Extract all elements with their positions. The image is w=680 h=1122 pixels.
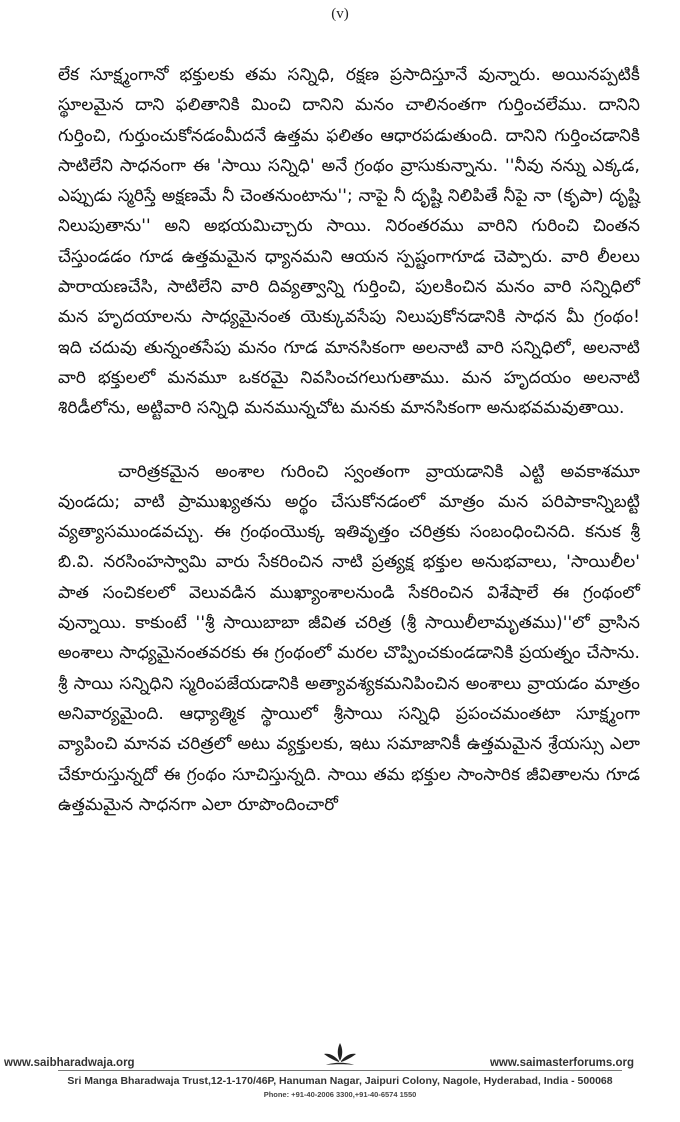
paragraph-1: లేక సూక్ష్మంగానో భక్తులకు తమ సన్నిధి, రక్షణ ప్రసాదిస్తూనే వున్నారు. అయినప్పటికీ స్థూలమైన దాని ఫలితానికి మించి దానిని మనం చాలినంతగా గుర్తించలేము. దానిని గుర్తించి, గుర్తుంచుకోనడంమీదనే ఉత్తమ ఫలితం ఆధారపడుతుంది. దానిని గుర్తించడానికి సాటిలేని సాధనంగా ఈ 'సాయి సన్నిధి' అనే గ్రంథం వ్రాసుకున్నాను. ''నీవు నన్ను ఎక్కడ, ఎప్పుడు స్మరిస్తే అక్షణమే నీ చెంతనుంటాను''; నాపై నీ దృష్టి నిలిపితే నీపై నా (కృపా) దృష్టి నిలుపుతాను'' అని అభయమిచ్చారు సాయి. నిరంతరము వారిని గురించి చింతన చేస్తుండడం గూడ ఉత్తమమైన ధ్యానమని ఆయన స్పష్టంగాగూడ చెప్పారు. వారి లీలలు పారాయణచేసి, సాటిలేని వారి దివ్యత్వాన్ని గుర్తించి, పులకించిన మనం వారి సన్నిధిలో మన హృదయాలను సాధ్యమైనంత యెక్కువసేపు నిలుపుకోనడానికి సాధన మీ గ్రంథం! ఇది చదువు తున్నంతసేపు మనం గూడ మానసికంగా అలనాటి వారి సన్నిధిలో, అలనాటి వారి భక్తులలో మనమూ ఒకరమై నివసించగలుగుతాము. మన హృదయం అలనాటి శిరిడీలోను, అట్టివారి సన్నిధి మనమున్నచోట మనకు మానసికంగా అనుభవమవుతాయి. xyxy=(58,65,640,419)
page-number: (v) xyxy=(331,6,349,22)
footer-divider xyxy=(58,1070,622,1071)
website-link-right[interactable]: www.saimasterforums.org xyxy=(489,1057,634,1069)
paragraph-2: చారిత్రకమైన అంశాల గురించి స్వంతంగా వ్రాయడానికి ఎట్టి అవకాశమూ వుండదు; వాటి ప్రాముఖ్యతను అర్థం చేసుకోనడంలో మాత్రం మన పరిపాకాన్నిబట్టి వ్యత్యాసముండవచ్చు. ఈ గ్రంథంయొక్క ఇతివృత్తం చరిత్రకు సంబంధించినది. కనుక శ్రీ బి.వి. నరసింహస్వామి వారు సేకరించిన నాటి ప్రత్యక్ష భక్తుల అనుభవాలు, 'సాయిలీల' పాత సంచికలలో వెలువడిన ముఖ్యాంశాలనుండి సేకరించిన విశేషాలే ఈ గ్రంథంలో వున్నాయి. కాకుంటే ''శ్రీ సాయిబాబా జీవిత చరిత్ర (శ్రీ సాయిలీలామృతము)''లో వ్రాసిన అంశాలు సాధ్యమైనంతవరకు ఈ గ్రంథంలో మరల చొప్పించకుండడానికి ప్రయత్నం చేసాను. శ్రీ సాయి సన్నిధిని స్మరింపజేయడానికి అత్యావశ్యకమనిపించిన అంశాలు వ్రాయడం మాత్రం అనివార్యమైంది. ఆధ్యాత్మిక స్థాయిలో శ్రీసాయి సన్నిధి ప్రపంచమంతటా సూక్ష్మంగా వ్యాపించి మానవ చరిత్రలో అటు వ్యక్తులకు, ఇటు సమాజానికీ ఉత్తమమైన శ్రేయస్సు ఎలా చేకూరుస్తున్నదో ఈ గ్రంథం సూచిస్తున్నది. సాయి తమ భక్తుల సాంసారిక జీవితాలను గూడ ఉత్తమమైన సాధనగా ఎలా రూపొందించారో xyxy=(58,461,640,815)
footer-phone: Phone: +91-40-2006 3300,+91-40-6574 1550 xyxy=(263,1090,417,1099)
website-link-left[interactable]: www.saibharadwaja.org xyxy=(4,1057,135,1069)
page-body xyxy=(58,60,640,820)
trust-logo-icon xyxy=(322,1040,358,1074)
page-footer xyxy=(0,1040,680,1122)
footer-address: Sri Manga Bharadwaja Trust,12-1-170/46P, Hanuman Nagar, Jaipuri Colony, Nagole, Hyderabad, India - 500068 xyxy=(67,1075,613,1087)
